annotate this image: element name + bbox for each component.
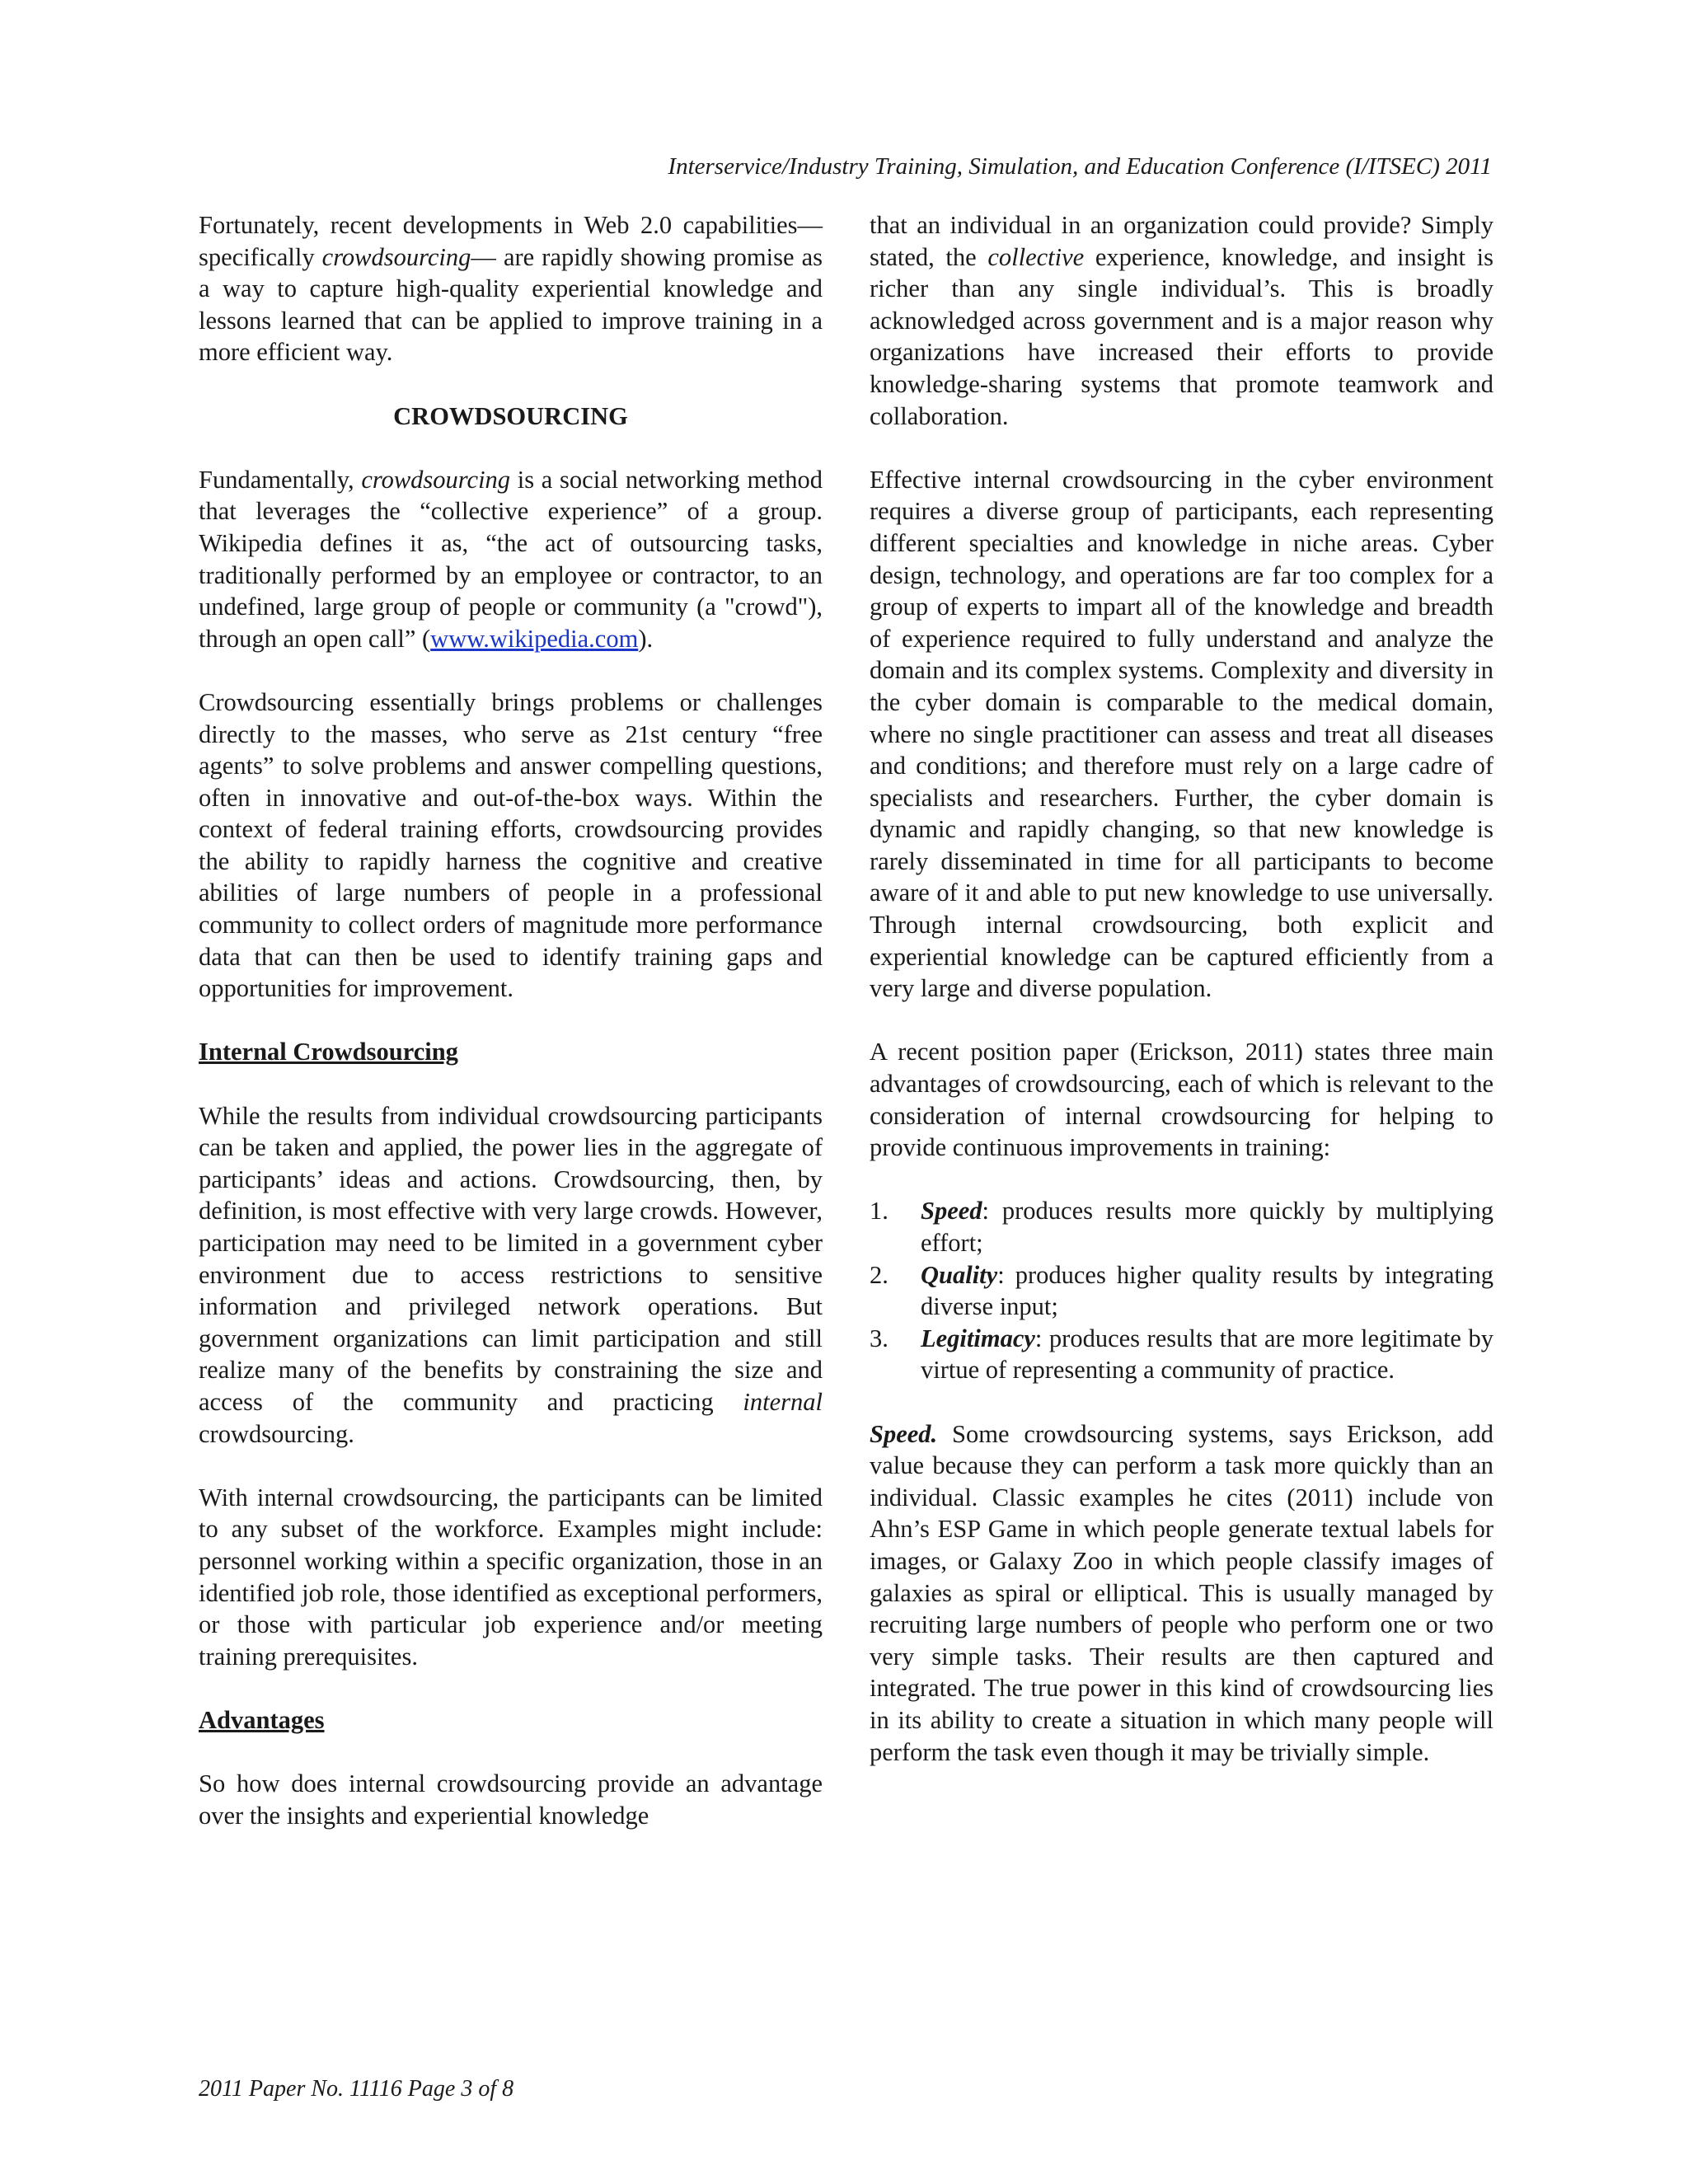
text-run: While the results from individual crowdsourcing participants can be taken and applied, the power lies in the aggregate of participants’ ideas and actions. Crowdsourcing, then, by definition, is most effective with very large crowds. However, participation may need to be limited in a government cyber environment due to access restrictions to sensitive information and privileged network operations. But government organizations can limit participation and still realize many of the benefits by constraining the size and access of the community and practicing (199, 1101, 823, 1416)
list-item-text: : produces results more quickly by multiplying effort; (921, 1197, 1493, 1257)
paragraph-masses: Crowdsourcing essentially brings problems or challenges directly to the masses, who serve as 21st century “free agents” to solve problems and answer compelling questions, often in innovative and out-of-the-box ways. Within the context of federal training efforts, crowdsourcing provides the ability to rapidly harness the cognitive and creative abilities of large numbers of people in a professional community to collect orders of magnitude more performance data that can then be used to identify training gaps and opportunities for improvement. (199, 687, 823, 1003)
paragraph-collective (870, 209, 1493, 432)
emphasis-crowdsourcing: crowdsourcing (321, 242, 471, 271)
list-item-text: : produces higher quality results by integrating diverse input; (921, 1260, 1493, 1321)
subheading-internal-crowdsourcing: Internal Crowdsourcing (199, 1038, 458, 1066)
advantages-list (870, 1195, 1493, 1386)
list-number: 2. (870, 1260, 889, 1289)
term-speed: Speed (921, 1197, 982, 1226)
list-item-quality (870, 1259, 1493, 1323)
emphasis-collective: collective (987, 242, 1085, 271)
text-run: is a social networking method that leverages the “collective experience” of a group. Wikipedia defines it as, “the act of outsourcing tasks, traditionally performed by an employee or contractor, to an undefined, large group of people or community (a "crowd"), through an open call” ( (199, 465, 823, 653)
text-run: that an individual in an organization could provide? Simply stated, the (870, 211, 1493, 271)
paragraph-internal-power (199, 1100, 823, 1451)
text-run: — are rapidly showing promise as a way to capture high-quality experiential knowledge and lessons learned that can be applied to improve training in a more efficient way. (199, 242, 823, 367)
list-item-text: : produces results that are more legitimate by virtue of representing a community of practice. (921, 1324, 1493, 1385)
term-legitimacy: Legitimacy (921, 1324, 1035, 1352)
run-in-heading-speed: Speed. (870, 1419, 938, 1448)
text-run: crowdsourcing. (199, 1419, 354, 1448)
running-header: Interservice/Industry Training, Simulation, and Education Conference (I/ITSEC) 2011 (668, 153, 1492, 180)
page-footer: 2011 Paper No. 11116 Page 3 of 8 (199, 2076, 514, 2102)
list-item-legitimacy (870, 1323, 1493, 1386)
section-heading-crowdsourcing: CROWDSOURCING (393, 401, 628, 430)
list-item-speed (870, 1195, 1493, 1258)
emphasis-crowdsourcing: crowdsourcing (361, 465, 511, 494)
wikipedia-link[interactable]: www.wikipedia.com (430, 624, 639, 653)
list-number: 3. (870, 1324, 889, 1352)
paragraph-speed-detail (870, 1418, 1493, 1769)
paragraph-definition (199, 464, 823, 655)
paragraph-web20 (199, 209, 823, 368)
paragraph-subset-workforce: With internal crowdsourcing, the participants can be limited to any subset of the workforce. Examples might include: personnel working within a specific organization, those in an identified job role, those identified as exceptional performers, or those with particular job experience and/or meeting training prerequisites. (199, 1483, 823, 1671)
paragraph-advantage-question: So how does internal crowdsourcing provide an advantage over the insights and experiential knowledge (199, 1769, 823, 1830)
emphasis-internal: internal (743, 1387, 823, 1416)
text-run: Fortunately, recent developments in Web 2.0 capabilities—specifically (199, 211, 823, 271)
list-number: 1. (870, 1197, 889, 1226)
text-run: experience, knowledge, and insight is richer than any single individual’s. This is broadly acknowledged across government and is a major reason why organizations have increased their efforts to provide knowledge-sharing systems that promote teamwork and collaboration. (870, 242, 1493, 430)
paragraph-position-paper: A recent position paper (Erickson, 2011) states three main advantages of crowdsourcing, each of which is relevant to the consideration of internal crowdsourcing for helping to provide continuous improvements in training: (870, 1038, 1493, 1162)
text-run: Some crowdsourcing systems, says Erickson, add value because they can perform a task more quickly than an individual. Classic examples he cites (2011) include von Ahn’s ESP Game in which people generate textual labels for images, or Galaxy Zoo in which people classify images of galaxies as spiral or elliptical. This is usually managed by recruiting large numbers of people who perform one or two very simple tasks. Their results are then captured and integrated. The true power in this kind of crowdsourcing lies in its ability to create a situation in which many people will perform the task even though it may be trivially simple. (870, 1419, 1493, 1766)
text-run: Fundamentally, (199, 465, 362, 494)
paragraph-cyber-environment: Effective internal crowdsourcing in the cyber environment requires a diverse group of participants, each representing different specialties and knowledge in niche areas. Cyber design, technology, and operations are far too complex for a group of experts to impart all of the knowledge and breadth of experience required to fully understand and analyze the domain and its complex systems. Complexity and diversity in the cyber domain is comparable to the medical domain, where no single practitioner can assess and treat all diseases and conditions; and therefore must rely on a large cadre of specialists and researchers. Further, the cyber domain is dynamic and rapidly changing, so that new knowledge is rarely disseminated in time for all participants to become aware of it and able to put new knowledge to use universally. Through internal crowdsourcing, both explicit and experiential knowledge can be captured efficiently from a very large and diverse population. (870, 465, 1493, 1003)
term-quality: Quality (921, 1260, 998, 1289)
right-column (870, 209, 1493, 1768)
left-column (199, 209, 823, 1831)
subheading-advantages: Advantages (199, 1705, 325, 1734)
text-run: ). (638, 624, 654, 653)
